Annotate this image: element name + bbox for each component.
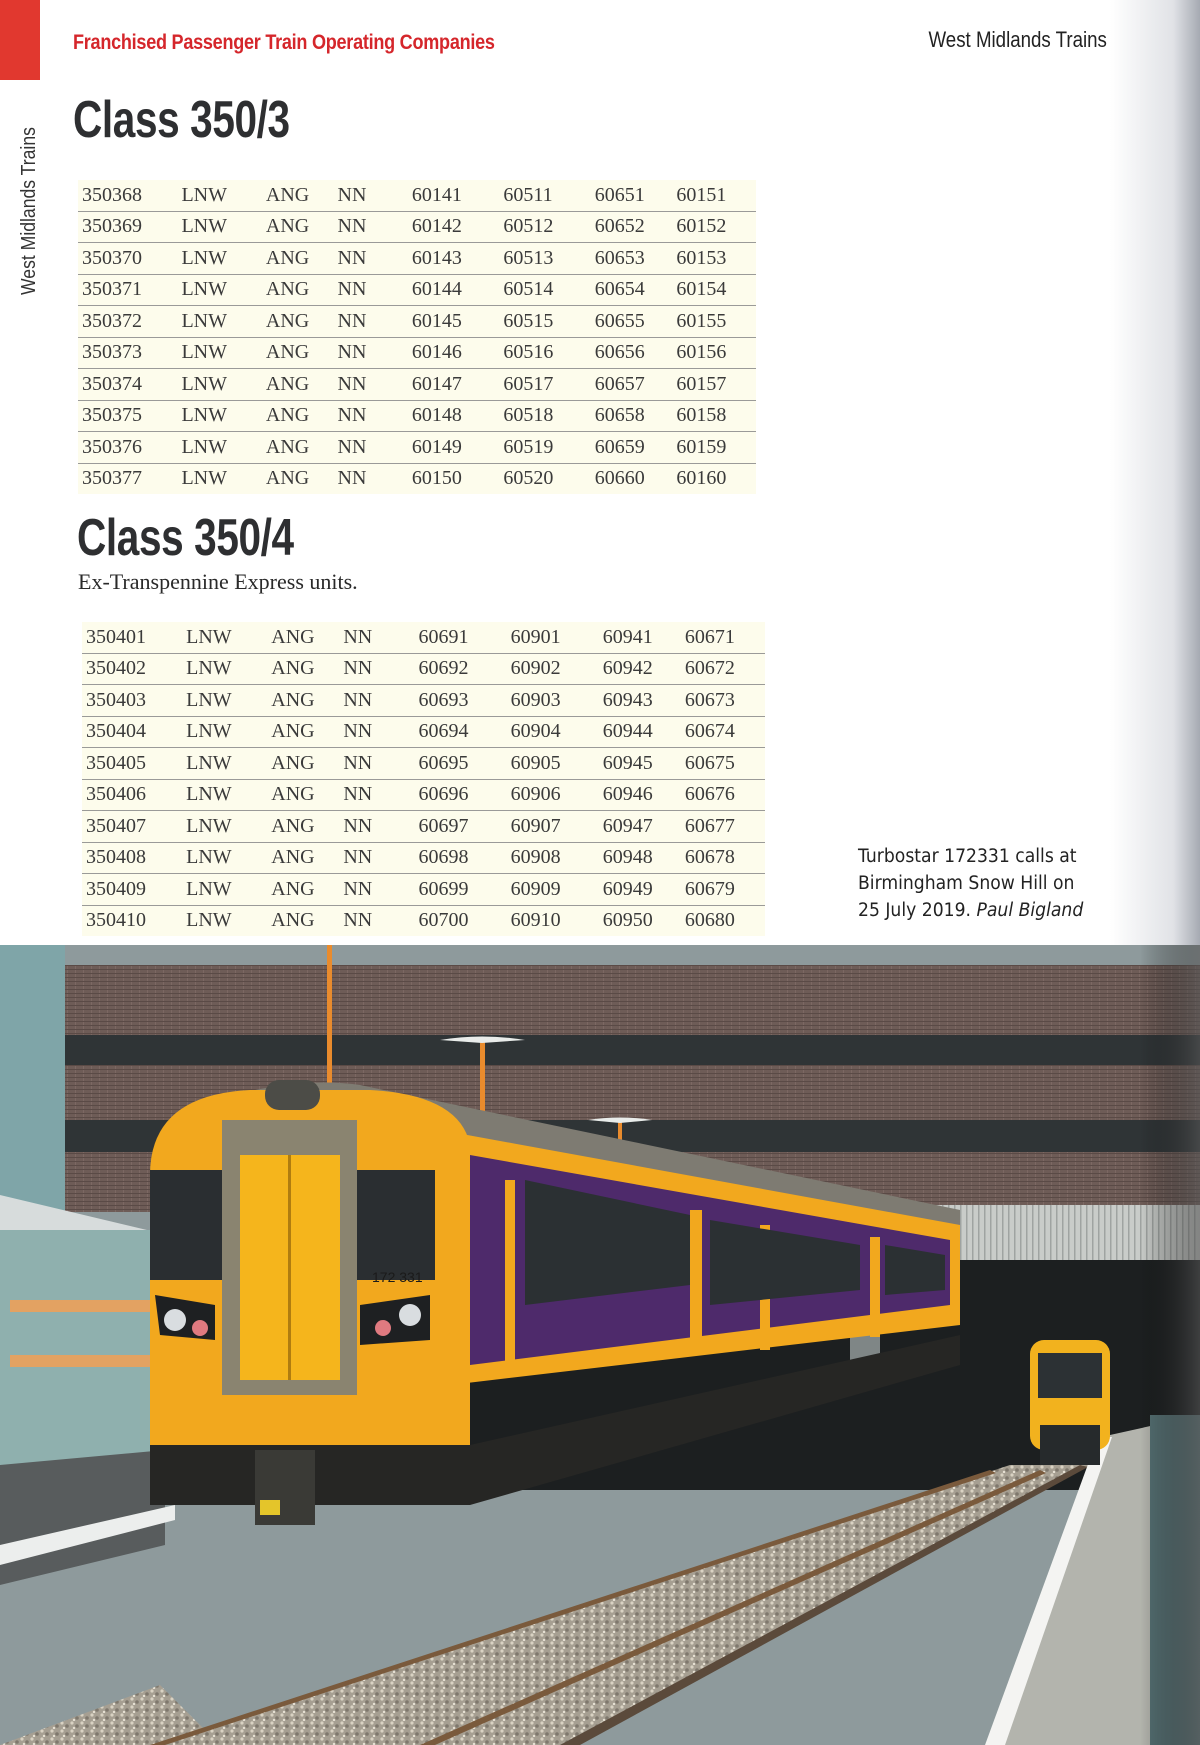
unit-number-cell: 350370 bbox=[78, 243, 181, 275]
table-cell: LNW bbox=[186, 685, 271, 717]
unit-number: 172 331 bbox=[372, 1269, 423, 1285]
table-cell: 60520 bbox=[503, 467, 554, 490]
table-cell: 60910 bbox=[510, 909, 561, 932]
table-cell: 60903 bbox=[511, 685, 603, 717]
table-cell: NN bbox=[343, 685, 418, 717]
photo-credit: Paul Bigland bbox=[976, 900, 1084, 921]
table-cell: 60512 bbox=[503, 211, 594, 243]
table-cell: 60156 bbox=[676, 337, 756, 369]
unit-number-cell: 350405 bbox=[82, 748, 186, 780]
table-cell: 60517 bbox=[503, 369, 594, 401]
table-cell: 60154 bbox=[676, 274, 756, 306]
table-cell: LNW bbox=[186, 779, 271, 811]
unit-number-cell: 350406 bbox=[82, 779, 186, 811]
table-cell: NN bbox=[338, 180, 412, 211]
table-cell: 60519 bbox=[503, 432, 594, 464]
table-row bbox=[82, 748, 765, 780]
train-photo bbox=[0, 945, 1200, 1745]
table-cell: ANG bbox=[271, 811, 343, 843]
table-cell: 60654 bbox=[595, 274, 677, 306]
caption-date: 25 July 2019. bbox=[858, 900, 972, 921]
table-row bbox=[78, 369, 756, 401]
unit-number-cell: 350409 bbox=[82, 874, 186, 906]
table-cell: 60158 bbox=[676, 400, 756, 432]
table-cell: 60155 bbox=[676, 306, 756, 338]
table-cell: 60514 bbox=[503, 274, 594, 306]
table-cell: NN bbox=[338, 274, 412, 306]
table-cell: ANG bbox=[271, 748, 343, 780]
class-350-4-title: Class 350/4 bbox=[77, 509, 294, 567]
table-cell: LNW bbox=[181, 337, 265, 369]
table-cell: ANG bbox=[266, 369, 338, 401]
table-cell: LNW bbox=[186, 622, 271, 653]
side-label: West Midlands Trains bbox=[18, 127, 40, 296]
table-cell: 60906 bbox=[511, 779, 603, 811]
table-cell: 60673 bbox=[685, 685, 765, 717]
table-cell: 60909 bbox=[511, 874, 603, 906]
table-cell: NN bbox=[343, 653, 418, 685]
table-cell: NN bbox=[343, 748, 418, 780]
table-cell: 60698 bbox=[418, 842, 510, 874]
caption-line: Birmingham Snow Hill on bbox=[858, 873, 1075, 894]
table-cell: 60947 bbox=[603, 811, 685, 843]
table-cell: LNW bbox=[186, 811, 271, 843]
table-cell: 60905 bbox=[511, 748, 603, 780]
table-cell: 60651 bbox=[595, 180, 677, 211]
table-cell: 60671 bbox=[685, 622, 765, 653]
table-cell: 60157 bbox=[676, 369, 756, 401]
unit-number-cell: 350410 bbox=[86, 909, 146, 932]
table-row bbox=[82, 622, 765, 653]
table-cell: ANG bbox=[271, 874, 343, 906]
table-cell: NN bbox=[338, 306, 412, 338]
table-row bbox=[78, 306, 756, 338]
table-cell: NN bbox=[338, 337, 412, 369]
table-cell: LNW bbox=[181, 180, 265, 211]
table-row bbox=[78, 180, 756, 211]
unit-number-cell: 350403 bbox=[82, 685, 186, 717]
glass-building bbox=[0, 945, 65, 1225]
photo-caption bbox=[858, 843, 1109, 924]
table-row bbox=[82, 905, 765, 936]
headlight bbox=[399, 1304, 421, 1326]
table-cell: 60945 bbox=[603, 748, 685, 780]
table-cell: 60145 bbox=[412, 306, 503, 338]
table-cell: 60518 bbox=[503, 400, 594, 432]
table-row bbox=[82, 842, 765, 874]
table-cell: ANG bbox=[271, 622, 343, 653]
table-cell: 60692 bbox=[418, 653, 510, 685]
table-cell: LNW bbox=[181, 274, 265, 306]
table-cell: ANG bbox=[266, 211, 338, 243]
table-row bbox=[82, 685, 765, 717]
unit-number-cell: 350408 bbox=[82, 842, 186, 874]
unit-number-cell: 350374 bbox=[78, 369, 181, 401]
table-cell: 60653 bbox=[595, 243, 677, 275]
table-cell: 60141 bbox=[412, 180, 503, 211]
cab-window-left bbox=[150, 1170, 225, 1280]
table-row bbox=[82, 653, 765, 685]
unit-number-cell: 350401 bbox=[82, 622, 186, 653]
table-cell: ANG bbox=[271, 685, 343, 717]
table-cell: NN bbox=[337, 467, 367, 490]
table-cell: NN bbox=[343, 842, 418, 874]
table-cell: 60674 bbox=[685, 716, 765, 748]
table-cell: 60904 bbox=[511, 716, 603, 748]
table-cell: 60144 bbox=[412, 274, 503, 306]
section-tab bbox=[0, 0, 40, 80]
table-cell: 60908 bbox=[511, 842, 603, 874]
table-cell: ANG bbox=[266, 400, 338, 432]
table-cell: LNW bbox=[186, 653, 271, 685]
table-cell: 60511 bbox=[503, 180, 594, 211]
unit-number-cell: 350376 bbox=[78, 432, 181, 464]
table-cell: 60142 bbox=[412, 211, 503, 243]
table-cell: 60901 bbox=[511, 622, 603, 653]
table-row bbox=[78, 337, 756, 369]
table-cell: 60159 bbox=[676, 432, 756, 464]
table-cell: ANG bbox=[266, 306, 338, 338]
unit-number-cell: 350407 bbox=[82, 811, 186, 843]
table-cell: ANG bbox=[266, 243, 338, 275]
table-cell: 60697 bbox=[418, 811, 510, 843]
table-cell: 60907 bbox=[511, 811, 603, 843]
table-cell: ANG bbox=[266, 274, 338, 306]
class-350-3-title: Class 350/3 bbox=[73, 91, 290, 149]
unit-number-cell: 350372 bbox=[78, 306, 181, 338]
table-cell: LNW bbox=[186, 716, 271, 748]
table-cell: ANG bbox=[271, 909, 315, 932]
headlight bbox=[164, 1309, 186, 1331]
table-row bbox=[78, 211, 756, 243]
table-cell: 60944 bbox=[603, 716, 685, 748]
table-cell: 60943 bbox=[603, 685, 685, 717]
table-cell: NN bbox=[343, 622, 418, 653]
table-cell: 60652 bbox=[595, 211, 677, 243]
table-cell: NN bbox=[343, 811, 418, 843]
table-cell: ANG bbox=[271, 653, 343, 685]
table-cell: NN bbox=[343, 779, 418, 811]
unit-number-cell: 350404 bbox=[82, 716, 186, 748]
unit-number-cell: 350368 bbox=[78, 180, 181, 211]
table-cell: 60146 bbox=[412, 337, 503, 369]
table-cell: 60513 bbox=[503, 243, 594, 275]
table-cell: LNW bbox=[181, 400, 265, 432]
table-cell: LNW bbox=[186, 748, 271, 780]
class-350-4-table bbox=[82, 622, 765, 936]
table-cell: 60657 bbox=[595, 369, 677, 401]
running-head: West Midlands Trains bbox=[928, 27, 1107, 52]
table-cell: 60949 bbox=[603, 874, 685, 906]
table-cell: LNW bbox=[181, 369, 265, 401]
table-row bbox=[78, 432, 756, 464]
table-cell: 60151 bbox=[676, 180, 756, 211]
table-cell: NN bbox=[338, 400, 412, 432]
table-cell: 60700 bbox=[418, 909, 469, 932]
table-cell: 60680 bbox=[684, 909, 735, 932]
table-cell: 60143 bbox=[412, 243, 503, 275]
unit-number-cell: 350402 bbox=[82, 653, 186, 685]
table-cell: 60672 bbox=[685, 653, 765, 685]
table-cell: 60148 bbox=[412, 400, 503, 432]
table-cell: ANG bbox=[266, 180, 338, 211]
table-cell: LNW bbox=[181, 467, 227, 490]
table-cell: ANG bbox=[266, 432, 338, 464]
table-cell: LNW bbox=[181, 211, 265, 243]
table-row bbox=[78, 400, 756, 432]
table-cell: 60659 bbox=[595, 432, 677, 464]
table-row bbox=[78, 274, 756, 306]
table-cell: 60694 bbox=[418, 716, 510, 748]
table-cell: 60902 bbox=[511, 653, 603, 685]
table-cell: 60516 bbox=[503, 337, 594, 369]
unit-number-cell: 350373 bbox=[78, 337, 181, 369]
table-cell: NN bbox=[343, 909, 373, 932]
page-gutter-shadow bbox=[1110, 0, 1200, 945]
table-cell: 60950 bbox=[602, 909, 653, 932]
table-cell: 60946 bbox=[603, 779, 685, 811]
table-cell: ANG bbox=[266, 337, 338, 369]
caption-line bbox=[858, 897, 1109, 924]
table-cell: NN bbox=[343, 874, 418, 906]
table-cell: NN bbox=[343, 716, 418, 748]
table-cell: LNW bbox=[186, 874, 271, 906]
table-cell: LNW bbox=[181, 432, 265, 464]
table-cell: 60699 bbox=[418, 874, 510, 906]
table-row bbox=[78, 463, 756, 494]
table-cell: NN bbox=[338, 211, 412, 243]
table-cell: 60677 bbox=[685, 811, 765, 843]
table-row bbox=[82, 779, 765, 811]
table-cell: 60656 bbox=[595, 337, 677, 369]
unit-number-cell: 350371 bbox=[78, 274, 181, 306]
table-cell: 60678 bbox=[685, 842, 765, 874]
cab-window-right bbox=[355, 1170, 435, 1280]
class-350-3-table bbox=[78, 180, 756, 494]
table-row bbox=[82, 874, 765, 906]
class-350-4-subtitle: Ex-Transpennine Express units. bbox=[78, 569, 358, 594]
table-cell: 60149 bbox=[412, 432, 503, 464]
table-cell: ANG bbox=[271, 842, 343, 874]
table-cell: 60515 bbox=[503, 306, 594, 338]
caption-line: Turbostar 172331 calls at bbox=[858, 846, 1077, 867]
table-cell: NN bbox=[338, 243, 412, 275]
table-cell: 60658 bbox=[595, 400, 677, 432]
table-cell: 60942 bbox=[603, 653, 685, 685]
table-cell: LNW bbox=[181, 306, 265, 338]
table-cell: ANG bbox=[265, 467, 310, 490]
table-row bbox=[78, 243, 756, 275]
table-cell: 60696 bbox=[418, 779, 510, 811]
unit-number-cell: 350377 bbox=[82, 467, 142, 490]
table-cell: 60948 bbox=[603, 842, 685, 874]
car-park-level bbox=[65, 965, 1200, 1035]
table-cell: 60147 bbox=[412, 369, 503, 401]
table-cell: 60695 bbox=[418, 748, 510, 780]
table-cell: 60150 bbox=[411, 467, 462, 490]
train-photo-illustration bbox=[0, 945, 1200, 1745]
table-cell: NN bbox=[338, 432, 412, 464]
table-cell: 60153 bbox=[676, 243, 756, 275]
table-cell: 60676 bbox=[685, 779, 765, 811]
unit-number-cell: 350375 bbox=[78, 400, 181, 432]
table-cell: 60691 bbox=[418, 622, 510, 653]
table-cell: LNW bbox=[186, 842, 271, 874]
table-cell: LNW bbox=[186, 909, 232, 932]
section-heading: Franchised Passenger Train Operating Companies bbox=[73, 31, 495, 54]
table-cell: ANG bbox=[271, 716, 343, 748]
table-cell: 60941 bbox=[603, 622, 685, 653]
table-cell: LNW bbox=[181, 243, 265, 275]
table-row bbox=[82, 716, 765, 748]
table-cell: 60693 bbox=[418, 685, 510, 717]
table-cell: 60675 bbox=[685, 748, 765, 780]
table-cell: 60160 bbox=[676, 467, 727, 490]
table-cell: NN bbox=[338, 369, 412, 401]
table-row bbox=[82, 811, 765, 843]
table-cell: 60660 bbox=[594, 467, 645, 490]
unit-number-cell: 350369 bbox=[78, 211, 181, 243]
table-cell: 60152 bbox=[676, 211, 756, 243]
table-cell: 60679 bbox=[685, 874, 765, 906]
table-cell: 60655 bbox=[595, 306, 677, 338]
table-cell: ANG bbox=[271, 779, 343, 811]
